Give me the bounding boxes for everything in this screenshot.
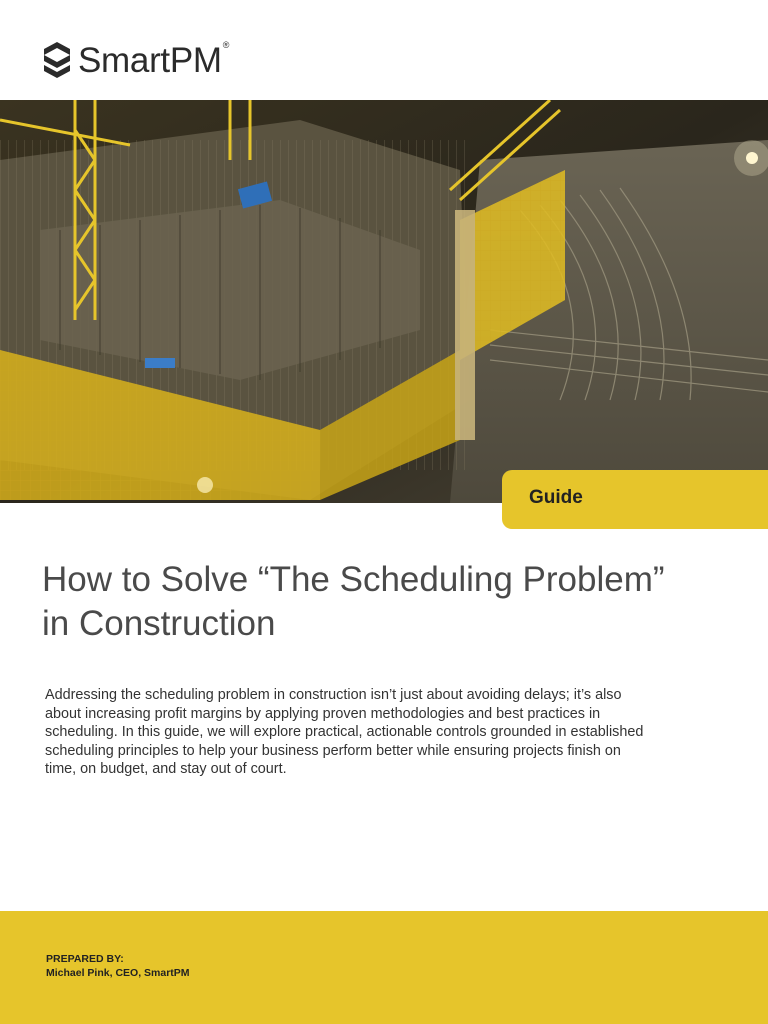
- guide-badge-label: Guide: [529, 487, 583, 508]
- smartpm-logo: [44, 39, 230, 80]
- smartpm-logo-icon: [44, 42, 70, 78]
- hero-image: [0, 100, 768, 503]
- construction-site-photo: [0, 100, 768, 503]
- footer-band: [0, 911, 768, 1024]
- title-line-2: in Construction: [42, 604, 276, 643]
- title-line-1: How to Solve “The Scheduling Problem”: [42, 560, 665, 599]
- prepared-by-label: PREPARED BY:: [46, 953, 124, 965]
- trademark-symbol: ®: [222, 39, 230, 50]
- prepared-by-name: Michael Pink, CEO, SmartPM: [46, 967, 190, 979]
- page-header: [0, 0, 768, 100]
- brand-name: SmartPM®: [78, 39, 230, 80]
- page-title: [42, 558, 742, 646]
- guide-badge: [502, 470, 768, 529]
- intro-paragraph: Addressing the scheduling problem in construction isn’t just about avoiding delays; it’s also about increasing profit margins by applying proven methodologies and best practices in scheduling. In this guide, we will explore practical, actionable controls grounded in established scheduling principles to help your business perform better while ensuring projects finish on time, on budget, and stay out of court.: [45, 687, 644, 777]
